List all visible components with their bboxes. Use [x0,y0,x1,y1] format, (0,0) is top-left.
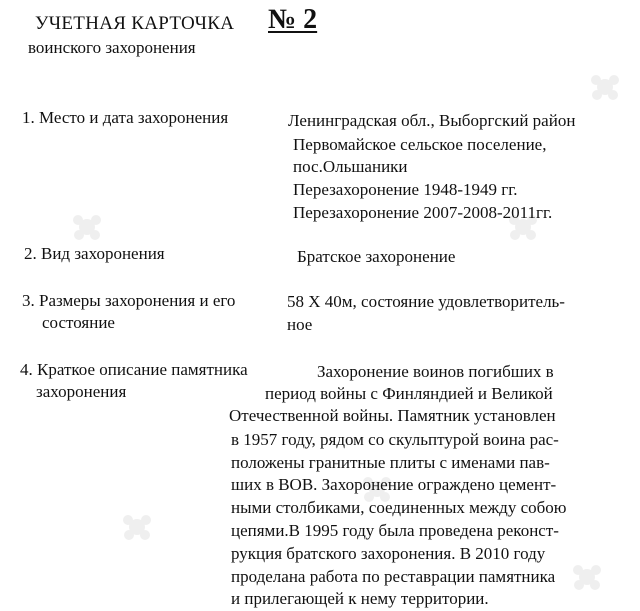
field-value-line: Первомайское сельское поселение, [293,135,547,154]
field-value-line: проделана работа по реставрации памятника [231,567,556,586]
field-value-line: цепями.В 1995 году была проведена реконст- [231,521,559,540]
field-value-line: Перезахоронение 1948-1949 гг. [293,180,518,199]
field-value-line: Захоронение воинов погибших в [317,362,554,381]
card-number: № 2 [268,4,318,35]
field-label: захоронения [36,382,127,401]
field-label: 4. Краткое описание памятника [20,360,248,379]
field-value-line: в 1957 году, рядом со скульптурой воина рас- [231,430,559,449]
field-value-line: ное [287,315,313,334]
field-value-line: период войны с Финляндией и Великой [265,384,553,403]
watermark-emblem-icon [588,70,622,104]
field-value-line: 58 Х 40м, состояние удовлетворитель- [287,292,565,311]
field-label: 2. Вид захоронения [24,244,165,263]
field-value-line: Братское захоронение [297,247,456,266]
field-value-line: положены гранитные плиты с именами пав- [231,453,550,472]
watermark-emblem-icon [120,510,154,544]
card-subtitle: воинского захоронения [28,38,196,57]
field-label: 3. Размеры захоронения и его [22,291,236,310]
watermark-emblem-icon [70,210,104,244]
field-value-line: ших в ВОВ. Захоронение ограждено цемент- [231,475,557,494]
watermark-emblem-icon [570,560,604,594]
field-value-line: рукция братского захоронения. В 2010 году [231,544,546,563]
card-title: УЧЕТНАЯ КАРТОЧКА [35,13,235,34]
field-value-line: и прилегающей к нему территории. [231,589,489,608]
field-value-line: Ленинградская обл., Выборгский район [288,111,576,130]
field-value-line: ными столбиками, соединенных между собою [231,498,567,517]
field-value-line: Отечественной войны. Памятник установлен [229,406,556,425]
field-value-line: Перезахоронение 2007-2008-2011гг. [293,203,553,222]
field-value-line: пос.Ольшаники [293,157,408,176]
field-label: состояние [42,313,115,332]
field-label: 1. Место и дата захоронения [22,108,229,127]
